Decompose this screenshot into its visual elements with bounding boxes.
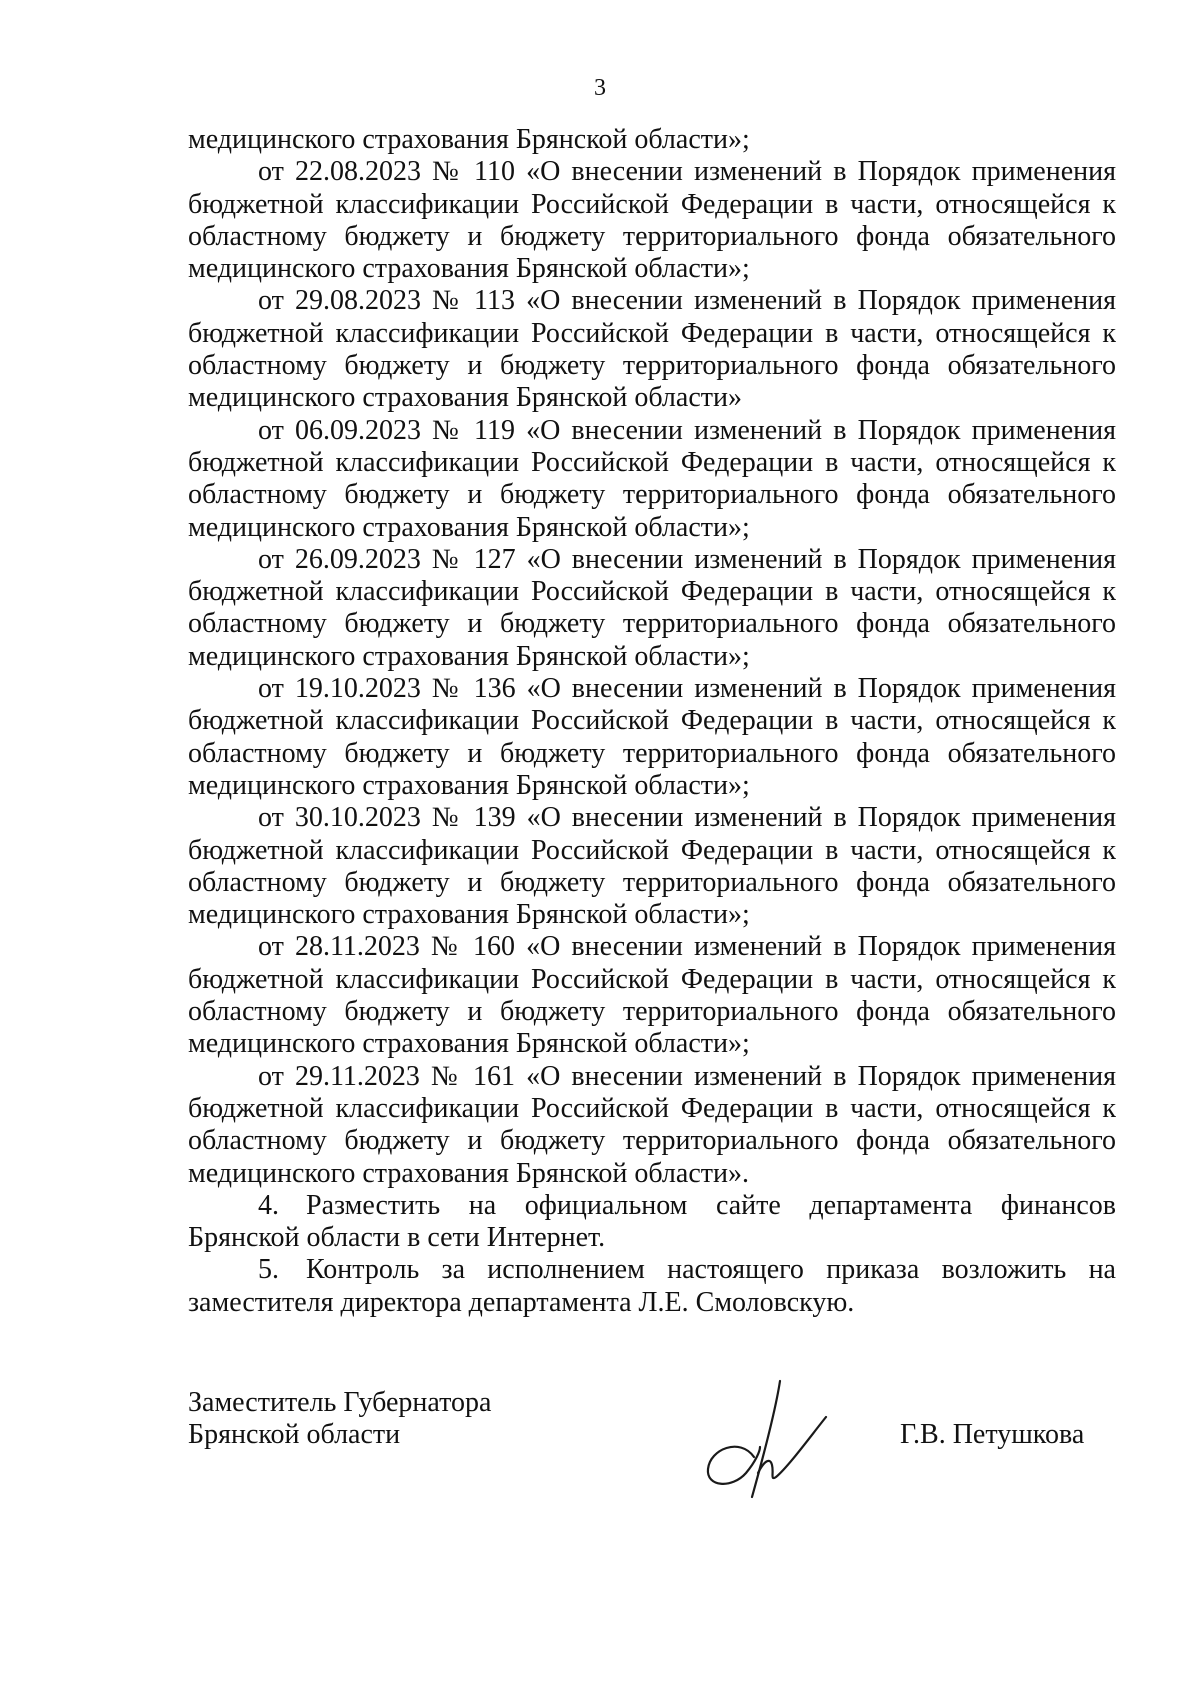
order-reference-161: от 29.11.2023 № 161 «О внесении изменений в Порядок применения бюджетной классификации Российской Федерации в части, относящейся к областному бюджету и бюджету территориального фонда обязательного медицинского страхования Брянской области». bbox=[188, 1060, 1116, 1189]
signer-position-line-2: Брянской области bbox=[188, 1419, 401, 1450]
order-reference-139: от 30.10.2023 № 139 «О внесении изменений в Порядок применения бюджетной классификации Российской Федерации в части, относящейся к областному бюджету и бюджету территориального фонда обязательного медицинского страхования Брянской области»; bbox=[188, 802, 1116, 931]
order-reference-160: от 28.11.2023 № 160 «О внесении изменений в Порядок применения бюджетной классификации Российской Федерации в части, относящейся к областному бюджету и бюджету территориального фонда обязательного медицинского страхования Брянской области»; bbox=[188, 931, 1116, 1060]
order-reference-127: от 26.09.2023 № 127 «О внесении изменений в Порядок применения бюджетной классификации Российской Федерации в части, относящейся к областному бюджету и бюджету территориального фонда обязательного медицинского страхования Брянской области»; bbox=[188, 543, 1116, 672]
page-number: 3 bbox=[594, 75, 606, 101]
numbered-item-5 bbox=[188, 1254, 1116, 1319]
handwritten-signature bbox=[702, 1377, 832, 1502]
item-number: 5. bbox=[258, 1254, 279, 1286]
document-body bbox=[188, 124, 1116, 1319]
signer-position-line-1: Заместитель Губернатора bbox=[188, 1387, 492, 1418]
signer-name: Г.В. Петушкова bbox=[900, 1419, 1085, 1450]
order-reference-136: от 19.10.2023 № 136 «О внесении изменений в Порядок применения бюджетной классификации Российской Федерации в части, относящейся к областному бюджету и бюджету территориального фонда обязательного медицинского страхования Брянской области»; bbox=[188, 673, 1116, 801]
order-reference-113: от 29.08.2023 № 113 «О внесении изменений в Порядок применения бюджетной классификации Российской Федерации в части, относящейся к областному бюджету и бюджету территориального фонда обязательного медицинского страхования Брянской области» bbox=[188, 285, 1116, 414]
item-number: 4. bbox=[258, 1189, 279, 1221]
item-text: Контроль за исполнением настоящего приказа возложить на заместителя директора департамента Л.Е. Смоловскую. bbox=[188, 1254, 1116, 1318]
numbered-item-4 bbox=[188, 1190, 1116, 1255]
order-reference-110: от 22.08.2023 № 110 «О внесении изменений в Порядок применения бюджетной классификации Российской Федерации в части, относящейся к областному бюджету и бюджету территориального фонда обязательного медицинского страхования Брянской области»; bbox=[188, 156, 1116, 285]
item-text: Разместить на официальном сайте департамента финансов Брянской области в сети Интернет. bbox=[188, 1189, 1116, 1254]
paragraph-continuation: медицинского страхования Брянской области»; bbox=[188, 124, 750, 155]
signature-block bbox=[188, 1387, 1128, 1507]
order-reference-119: от 06.09.2023 № 119 «О внесении изменений в Порядок применения бюджетной классификации Российской Федерации в части, относящейся к областному бюджету и бюджету территориального фонда обязательного медицинского страхования Брянской области»; bbox=[188, 414, 1116, 543]
signer-position bbox=[188, 1387, 491, 1451]
